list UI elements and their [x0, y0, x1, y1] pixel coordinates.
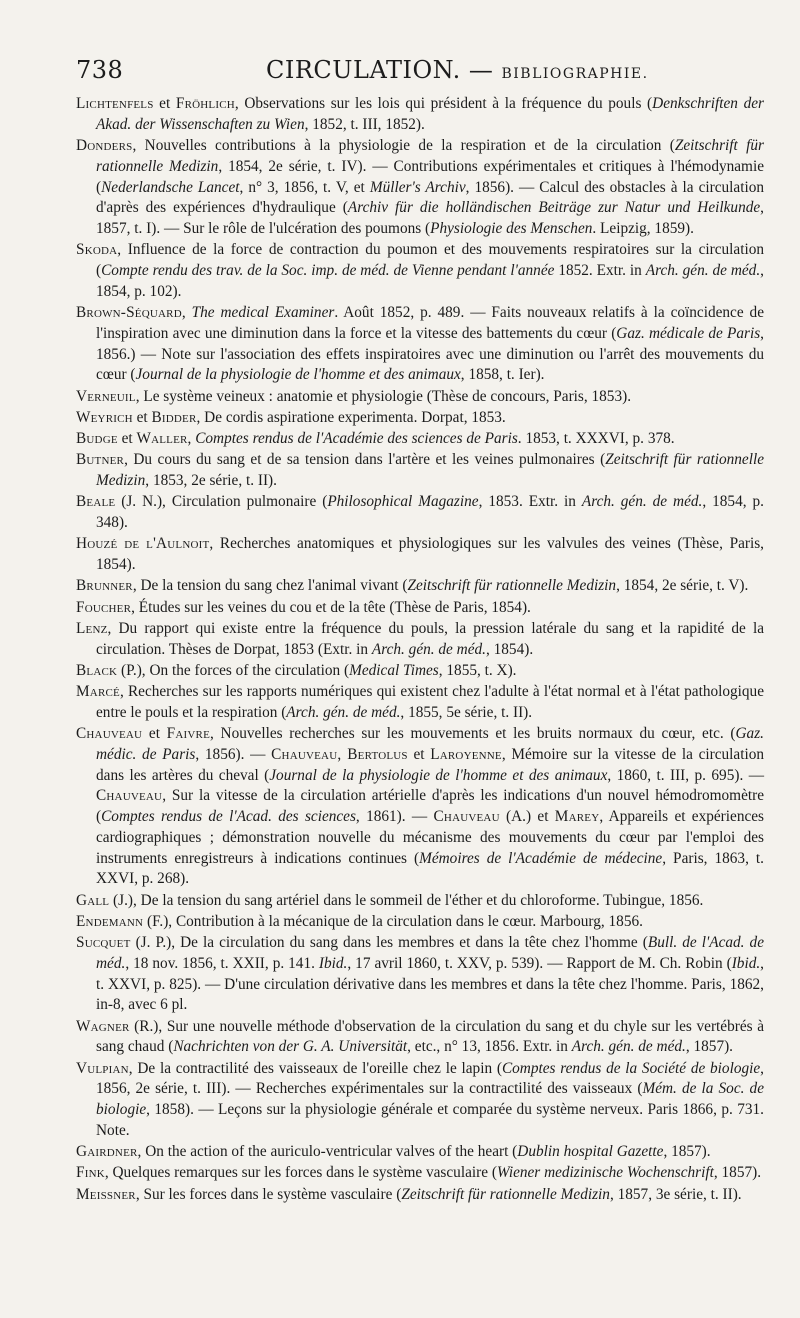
author-name: Marcé: [76, 683, 120, 700]
publication-title: Ibid.: [731, 954, 761, 972]
entry-text: , 1860, t. III, p. 695). —: [607, 766, 764, 784]
entry-text: , etc., n° 13, 1856. Extr. in: [407, 1038, 572, 1056]
entry-text: , 1853. Extr. in: [478, 493, 582, 511]
entry-text: , De la contractilité des vaisseaux de l'oreille chez le lapin (: [128, 1059, 502, 1077]
publication-title: Denkschriften der Akad. der Wissenschaften zu Wien: [96, 95, 764, 133]
publication-title: Zeitschrift für rationnelle Medizin: [401, 1185, 610, 1203]
entry-text: (J. N.), Circulation pulmonaire (: [115, 493, 328, 511]
entry-text: , De la tension du sang chez l'animal vivant (: [132, 577, 408, 595]
publication-title: Physiologie des Menschen: [430, 220, 593, 237]
author-name: Laroyenne: [430, 745, 502, 763]
author-name: Waller: [136, 430, 188, 447]
publication-title: Mém. de la Soc. de biologie: [96, 1080, 764, 1118]
bibliography-entry: [76, 240, 764, 302]
publication-title: Gaz. médic. de Paris: [96, 725, 764, 763]
publication-title: Ibid.: [318, 954, 348, 972]
publication-title: Journal de la physiologie de l'homme et des animaux: [269, 766, 608, 784]
publication-title: Journal de la physiologie de l'homme et des animaux: [135, 366, 461, 384]
author-name: Vulpian: [76, 1059, 129, 1077]
entry-text: , 1855, 5e série, t. II).: [400, 703, 533, 721]
author-name: Gairdner: [76, 1143, 138, 1160]
entry-text: , n° 3, 1856, t. V, et: [239, 178, 370, 196]
bibliography-entry: [76, 136, 764, 240]
author-name: Verneuil: [76, 387, 136, 405]
entry-text: , 1854, 2e série, t. V).: [616, 577, 749, 595]
publication-title: Comptes rendus de l'Acad. des sciences: [101, 808, 356, 825]
entry-text: (F.), Contribution à la mécanique de la circulation dans le cœur. Marbourg, 1856.: [143, 912, 643, 930]
bibliography-entry: [76, 429, 764, 450]
author-name: Gall: [76, 891, 110, 909]
author-name: Weyrich: [76, 408, 133, 426]
author-name: Bidder: [151, 408, 197, 426]
entry-text: . 1853, t. XXXVI, p. 378.: [517, 430, 675, 447]
author-name: Butner: [76, 451, 125, 469]
entry-text: (R.), Sur une nouvelle méthode d'observation de la circulation du sang et du chyle sur les vertébrés à sang chaud (: [96, 1017, 764, 1056]
entry-text: . Leipzig, 1859).: [592, 220, 694, 237]
publication-title: Gaz. médicale de Paris: [616, 324, 761, 342]
bibliography-entry: [76, 303, 764, 386]
author-name: Chauveau: [76, 725, 143, 742]
bibliography-entry: [76, 450, 764, 492]
publication-title: Arch. gén. de méd.: [645, 262, 761, 279]
bibliography-entry: [76, 1163, 764, 1184]
entry-text: , 18 nov. 1856, t. XXII, p. 141.: [125, 954, 319, 972]
bibliography-entry: [76, 408, 764, 429]
entry-text: , Observations sur les lois qui président à la fréquence du pouls (: [234, 95, 653, 112]
bibliography-entry: [76, 1185, 764, 1206]
entry-text: , Appareils et expériences cardiographiques ; démonstration nouvelle du mécanisme des mouvements du cœur par l'emploi des instruments enregistreurs à indications continues (: [96, 808, 764, 867]
entry-text: , 1861). —: [355, 808, 434, 825]
publication-title: Mémoires de l'Académie de médecine: [419, 849, 663, 867]
publication-title: Comptes rendus de la Société de biologie: [501, 1059, 761, 1077]
entry-text: et: [142, 725, 167, 742]
section-title: BIBLIOGRAPHIE.: [501, 66, 649, 82]
entry-text: , 1853, 2e série, t. II).: [145, 472, 277, 489]
publication-title: Müller's Archiv: [369, 178, 466, 196]
entry-text: , 1857, t. I). — Sur le rôle de l'ulcération des poumons (: [96, 199, 764, 237]
running-title: [266, 56, 649, 84]
entry-text: , 1858, t. Ier).: [460, 366, 545, 384]
entry-text: , Quelques remarques sur les forces dans le système vasculaire (: [104, 1164, 497, 1182]
entry-text: (P.), On the forces of the circulation (: [117, 661, 350, 679]
entry-text: , Du rapport qui existe entre la fréquence du pouls, la pression latérale du sang et la rapidité de la circulation. Thèses de Dorpat, 1853 (Extr. in: [96, 619, 764, 658]
author-name: Foucher: [76, 598, 132, 616]
entry-text: , 1857).: [663, 1143, 711, 1160]
entry-text: 1852. Extr. in: [554, 262, 646, 279]
entry-text: , Mémoire sur la vitesse de la circulation dans les artères du cheval (: [96, 745, 764, 784]
author-name: Fink: [76, 1164, 105, 1182]
entry-text: et: [407, 745, 431, 763]
entry-text: , Le système veineux : anatomie et physiologie (Thèse de concours, Paris, 1853).: [135, 387, 632, 405]
bibliography-entry: [76, 1142, 764, 1163]
bibliography-entry: [76, 492, 764, 534]
author-name: Chauveau: [96, 787, 163, 805]
entry-text: (J. P.), De la circulation du sang dans les membres et dans la tête chez l'homme (: [130, 934, 648, 951]
entry-text: , Sur la vitesse de la circulation artérielle d'après les indications d'un nouvel hémodromomètre (: [96, 787, 764, 825]
publication-title: The medical Examiner: [191, 304, 335, 321]
publication-title: Wiener medizinische Wochenschrift: [496, 1164, 714, 1182]
bibliography-entry: [76, 724, 764, 890]
bibliography-entry: [76, 912, 764, 933]
bibliography-entry: [76, 619, 764, 661]
author-name: Brunner: [76, 577, 133, 595]
publication-title: Compte rendu des trav. de la Soc. imp. de méd. de Vienne pendant l'année: [101, 262, 555, 279]
publication-title: Zeitschrift für rationnelle Medizin: [96, 451, 764, 489]
bibliography-entry: [76, 891, 764, 912]
bibliography-entry: [76, 682, 764, 724]
entry-text: , 1857).: [685, 1038, 734, 1056]
bibliography-entry: [76, 576, 764, 597]
entry-text: , 1852, t. III, 1852).: [304, 115, 425, 133]
publication-title: Nachrichten von der G. A. Universität: [173, 1038, 408, 1056]
publication-title: Zeitschrift für rationnelle Medizin: [96, 137, 764, 175]
entry-text: , 1856, 2e série, t. III). — Recherches expérimentales sur la contractilité des vaisseaux (: [96, 1059, 764, 1098]
entry-text: et: [132, 408, 152, 426]
entry-text: , 17 avril 1860, t. XXV, p. 539). — Rapport de M. Ch. Robin (: [347, 954, 732, 972]
author-name: Marey: [554, 808, 600, 825]
publication-title: Arch. gén. de méd.: [286, 703, 401, 721]
entry-text: , 1857, 3e série, t. II).: [609, 1185, 742, 1203]
author-name: Meissner: [76, 1185, 136, 1203]
entry-text: . Août 1852, p. 489. — Faits nouveaux relatifs à la coïncidence de l'inspiration avec une diminution dans la force et la vitesse des battements du cœur (: [96, 304, 764, 342]
chapter-title: CIRCULATION.: [266, 56, 461, 84]
author-name: Beale: [76, 493, 116, 511]
bibliography-entry: [76, 1017, 764, 1059]
entry-text: , 1854).: [485, 640, 534, 658]
publication-title: Comptes rendus de l'Académie des sciences de Paris: [195, 430, 518, 447]
bibliography-entry: [76, 387, 764, 408]
author-name: Black: [76, 661, 118, 679]
bibliography-entry: [76, 598, 764, 619]
entry-text: , 1856). —: [195, 745, 272, 763]
entry-text: ,: [181, 304, 192, 321]
entry-text: , On the action of the auriculo-ventricular valves of the heart (: [137, 1143, 518, 1160]
entry-text: (J.), De la tension du sang artériel dans le sommeil de l'éther et du chloroforme. Tubingue, 1856.: [109, 891, 704, 909]
entry-text: , 1854, p. 348).: [96, 493, 764, 531]
entry-text: ,: [187, 430, 196, 447]
entry-text: , Recherches sur les rapports numériques qui existent chez l'adulte à l'état normal et à l'état pathologique entre le pouls et la respiration (: [96, 683, 764, 721]
bibliography-entry: [76, 1059, 764, 1142]
entry-text: , t. XXVI, p. 825). — D'une circulation dérivative dans les membres et dans la tête chez l'homme. Paris, 1862, in-8, avec 6 pl.: [96, 954, 764, 1014]
publication-title: Arch. gén. de méd.: [571, 1038, 686, 1056]
entry-text: , 1856.) — Note sur l'association des effets inspiratoires avec une diminution ou l'arrêt des mouvements du cœur (: [96, 324, 764, 384]
title-dash: —: [460, 56, 502, 84]
entry-text: , Paris, 1863, t. XXVI, p. 268).: [96, 849, 764, 888]
bibliography-entry: [76, 534, 764, 576]
publication-title: Medical Times: [349, 661, 439, 679]
entry-text: , 1854, 2e série, t. IV). — Contributions expérimentales et critiques à l'hémodynamie (: [96, 157, 764, 196]
publication-title: Arch. gén. de méd.: [581, 493, 703, 511]
author-name: Endemann: [76, 912, 144, 930]
author-name: Brown-Séquard: [76, 304, 182, 321]
bibliography-entry: [76, 933, 764, 1016]
publication-title: Dublin hospital Gazette: [517, 1143, 664, 1160]
entry-text: , 1857).: [713, 1164, 762, 1182]
entry-text: , 1858). — Leçons sur la physiologie générale et comparée du système nerveux. Paris 1866, p. 731. Note.: [96, 1101, 764, 1139]
publication-title: Arch. gén. de méd.: [371, 640, 486, 658]
author-name: Lenz: [76, 619, 108, 637]
entry-text: , 1854, p. 102).: [96, 262, 764, 300]
bibliography-entry: [76, 94, 764, 136]
publication-title: Archiv für die holländischen Beiträge zur Natur und Heilkunde: [347, 199, 761, 217]
author-name: Wagner: [76, 1017, 130, 1035]
publication-title: Philosophical Magazine: [327, 493, 479, 511]
entry-text: , Nouvelles recherches sur les mouvements et les bruits normaux du cœur, etc. (: [210, 725, 736, 742]
author-name: Budge: [76, 430, 118, 447]
author-name: Sucquet: [76, 934, 131, 951]
entry-text: , De cordis aspiratione experimenta. Dorpat, 1853.: [196, 408, 506, 426]
author-name: Houzé de l'Aulnoit: [76, 535, 210, 553]
publication-title: Bull. de l'Acad. de méd.: [96, 934, 764, 972]
entry-text: , 1855, t. X).: [438, 661, 517, 679]
author-name: Donders: [76, 137, 133, 154]
entry-text: (A.) et: [499, 808, 555, 825]
page-number: 738: [76, 56, 124, 84]
author-name: Faivre: [166, 725, 210, 742]
entry-text: , Influence de la force de contraction du poumon et des mouvements respiratoires sur la circulation (: [96, 241, 764, 279]
entry-text: , 1856). — Calcul des obstacles à la circulation d'après des expériences d'hydraulique (: [96, 178, 764, 217]
author-name: Chauveau, Bertolus: [271, 745, 408, 763]
running-header: [76, 56, 764, 90]
entry-text: , Nouvelles contributions à la physiologie de la respiration et de la circulation (: [132, 137, 675, 154]
author-name: Fröhlich: [175, 95, 235, 112]
bibliography-list: [76, 94, 764, 1205]
entry-text: , Du cours du sang et de sa tension dans l'artère et les veines pulmonaires (: [124, 451, 606, 469]
bibliography-entry: [76, 661, 764, 682]
entry-text: et: [117, 430, 137, 447]
publication-title: Nederlandsche Lancet: [101, 178, 240, 196]
author-name: Lichtenfels: [76, 95, 154, 112]
entry-text: , Recherches anatomiques et physiologiques sur les valvules des veines (Thèse, Paris, 1854).: [96, 535, 764, 573]
entry-text: et: [153, 95, 176, 112]
entry-text: , Sur les forces dans le système vasculaire (: [135, 1185, 402, 1203]
entry-text: , Études sur les veines du cou et de la tête (Thèse de Paris, 1854).: [131, 598, 531, 616]
publication-title: Zeitschrift für rationnelle Medizin: [407, 577, 617, 595]
author-name: Chauveau: [433, 808, 500, 825]
author-name: Skoda: [76, 241, 118, 259]
